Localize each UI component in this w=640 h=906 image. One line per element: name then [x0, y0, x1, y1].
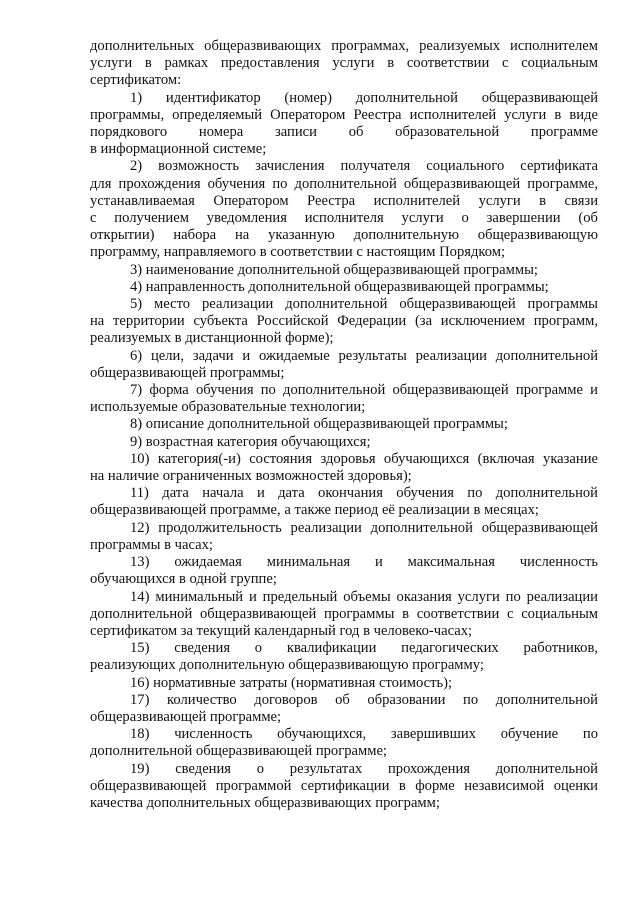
document-body [90, 38, 598, 812]
document-line: сертификатом за текущий календарный год в человеко-часах; [90, 622, 473, 639]
document-line: 14) минимальный и предельный объемы оказания услуги по реализации [130, 588, 598, 605]
document-line: программы в часах; [90, 536, 213, 553]
document-line: обучающихся в одной группе; [90, 571, 277, 588]
document-line: реализующих дополнительную общеразвивающую программу; [90, 657, 484, 674]
document-line: дополнительных общеразвивающих программах, реализуемых исполнителем [90, 38, 598, 54]
document-line: реализуемых в дистанционной форме); [90, 330, 334, 347]
document-line: с получением уведомления исполнителя услуги о завершении (об [90, 210, 598, 227]
document-line: дополнительной общеразвивающей программе; [90, 743, 387, 760]
document-line: 10) категория(-и) состояния здоровья обучающихся (включая указание [130, 450, 598, 467]
document-line: 6) цели, задачи и ожидаемые результаты реализации дополнительной [130, 347, 598, 364]
document-line: для прохождения обучения по дополнительной общеразвивающей программе, [90, 175, 598, 192]
document-line: сертификатом: [90, 72, 182, 89]
document-line: качества дополнительных общеразвивающих программ; [90, 794, 440, 811]
document-line: 12) продолжительность реализации дополнительной общеразвивающей [130, 519, 598, 536]
document-line: открытии) набора на указанную дополнительную общеразвивающую [90, 227, 598, 244]
document-line: программу, направляемого в соответствии с настоящим Порядком; [90, 244, 506, 261]
document-line: 19) сведения о результатах прохождения дополнительной [130, 760, 598, 777]
document-line: 17) количество договоров об образовании по дополнительной [130, 691, 598, 708]
document-line: 4) направленность дополнительной общеразвивающей программы; [130, 278, 549, 295]
document-line: устанавливаемая Оператором Реестра исполнителей услуги в связи [90, 192, 598, 209]
document-line: используемые образовательные технологии; [90, 399, 366, 416]
document-line: 7) форма обучения по дополнительной общеразвивающей программе и [130, 382, 598, 399]
document-line: 9) возрастная категория обучающихся; [130, 433, 371, 450]
document-line: 3) наименование дополнительной общеразвивающей программы; [130, 261, 538, 278]
document-line: программы, определяемый Оператором Реестра исполнителей услуги в виде [90, 106, 598, 123]
document-line: 13) ожидаемая минимальная и максимальная численность [130, 554, 598, 571]
document-line: 2) возможность зачисления получателя социального сертификата [130, 158, 598, 175]
document-line: 5) место реализации дополнительной общеразвивающей программы [130, 296, 598, 313]
document-line: общеразвивающей программы; [90, 364, 285, 381]
document-line: порядкового номера записи об образовательной программе [90, 124, 598, 141]
document-line: 8) описание дополнительной общеразвивающей программы; [130, 416, 508, 433]
document-line: 11) дата начала и дата окончания обучения по дополнительной [130, 485, 598, 502]
document-line: 15) сведения о квалификации педагогических работников, [130, 640, 598, 657]
document-line: услуги в рамках предоставления услуги в соответствии с социальным [90, 55, 598, 72]
document-line: 1) идентификатор (номер) дополнительной общеразвивающей [130, 89, 598, 106]
document-line: общеразвивающей программе; [90, 708, 282, 725]
document-line: на территории субъекта Российской Федерации (за исключением программ, [90, 313, 598, 330]
document-line: 16) нормативные затраты (нормативная стоимость); [130, 674, 453, 691]
document-line: общеразвивающей программой сертификации в форме независимой оценки [90, 777, 598, 794]
document-line: в информационной системе; [90, 141, 267, 158]
document-line: дополнительной общеразвивающей программы в соответствии с социальным [90, 605, 598, 622]
document-line: общеразвивающей программе, а также период её реализации в месяцах; [90, 502, 539, 519]
document-line: 18) численность обучающихся, завершивших обучение по [130, 726, 598, 743]
document-line: на наличие ограниченных возможностей здоровья); [90, 468, 412, 485]
